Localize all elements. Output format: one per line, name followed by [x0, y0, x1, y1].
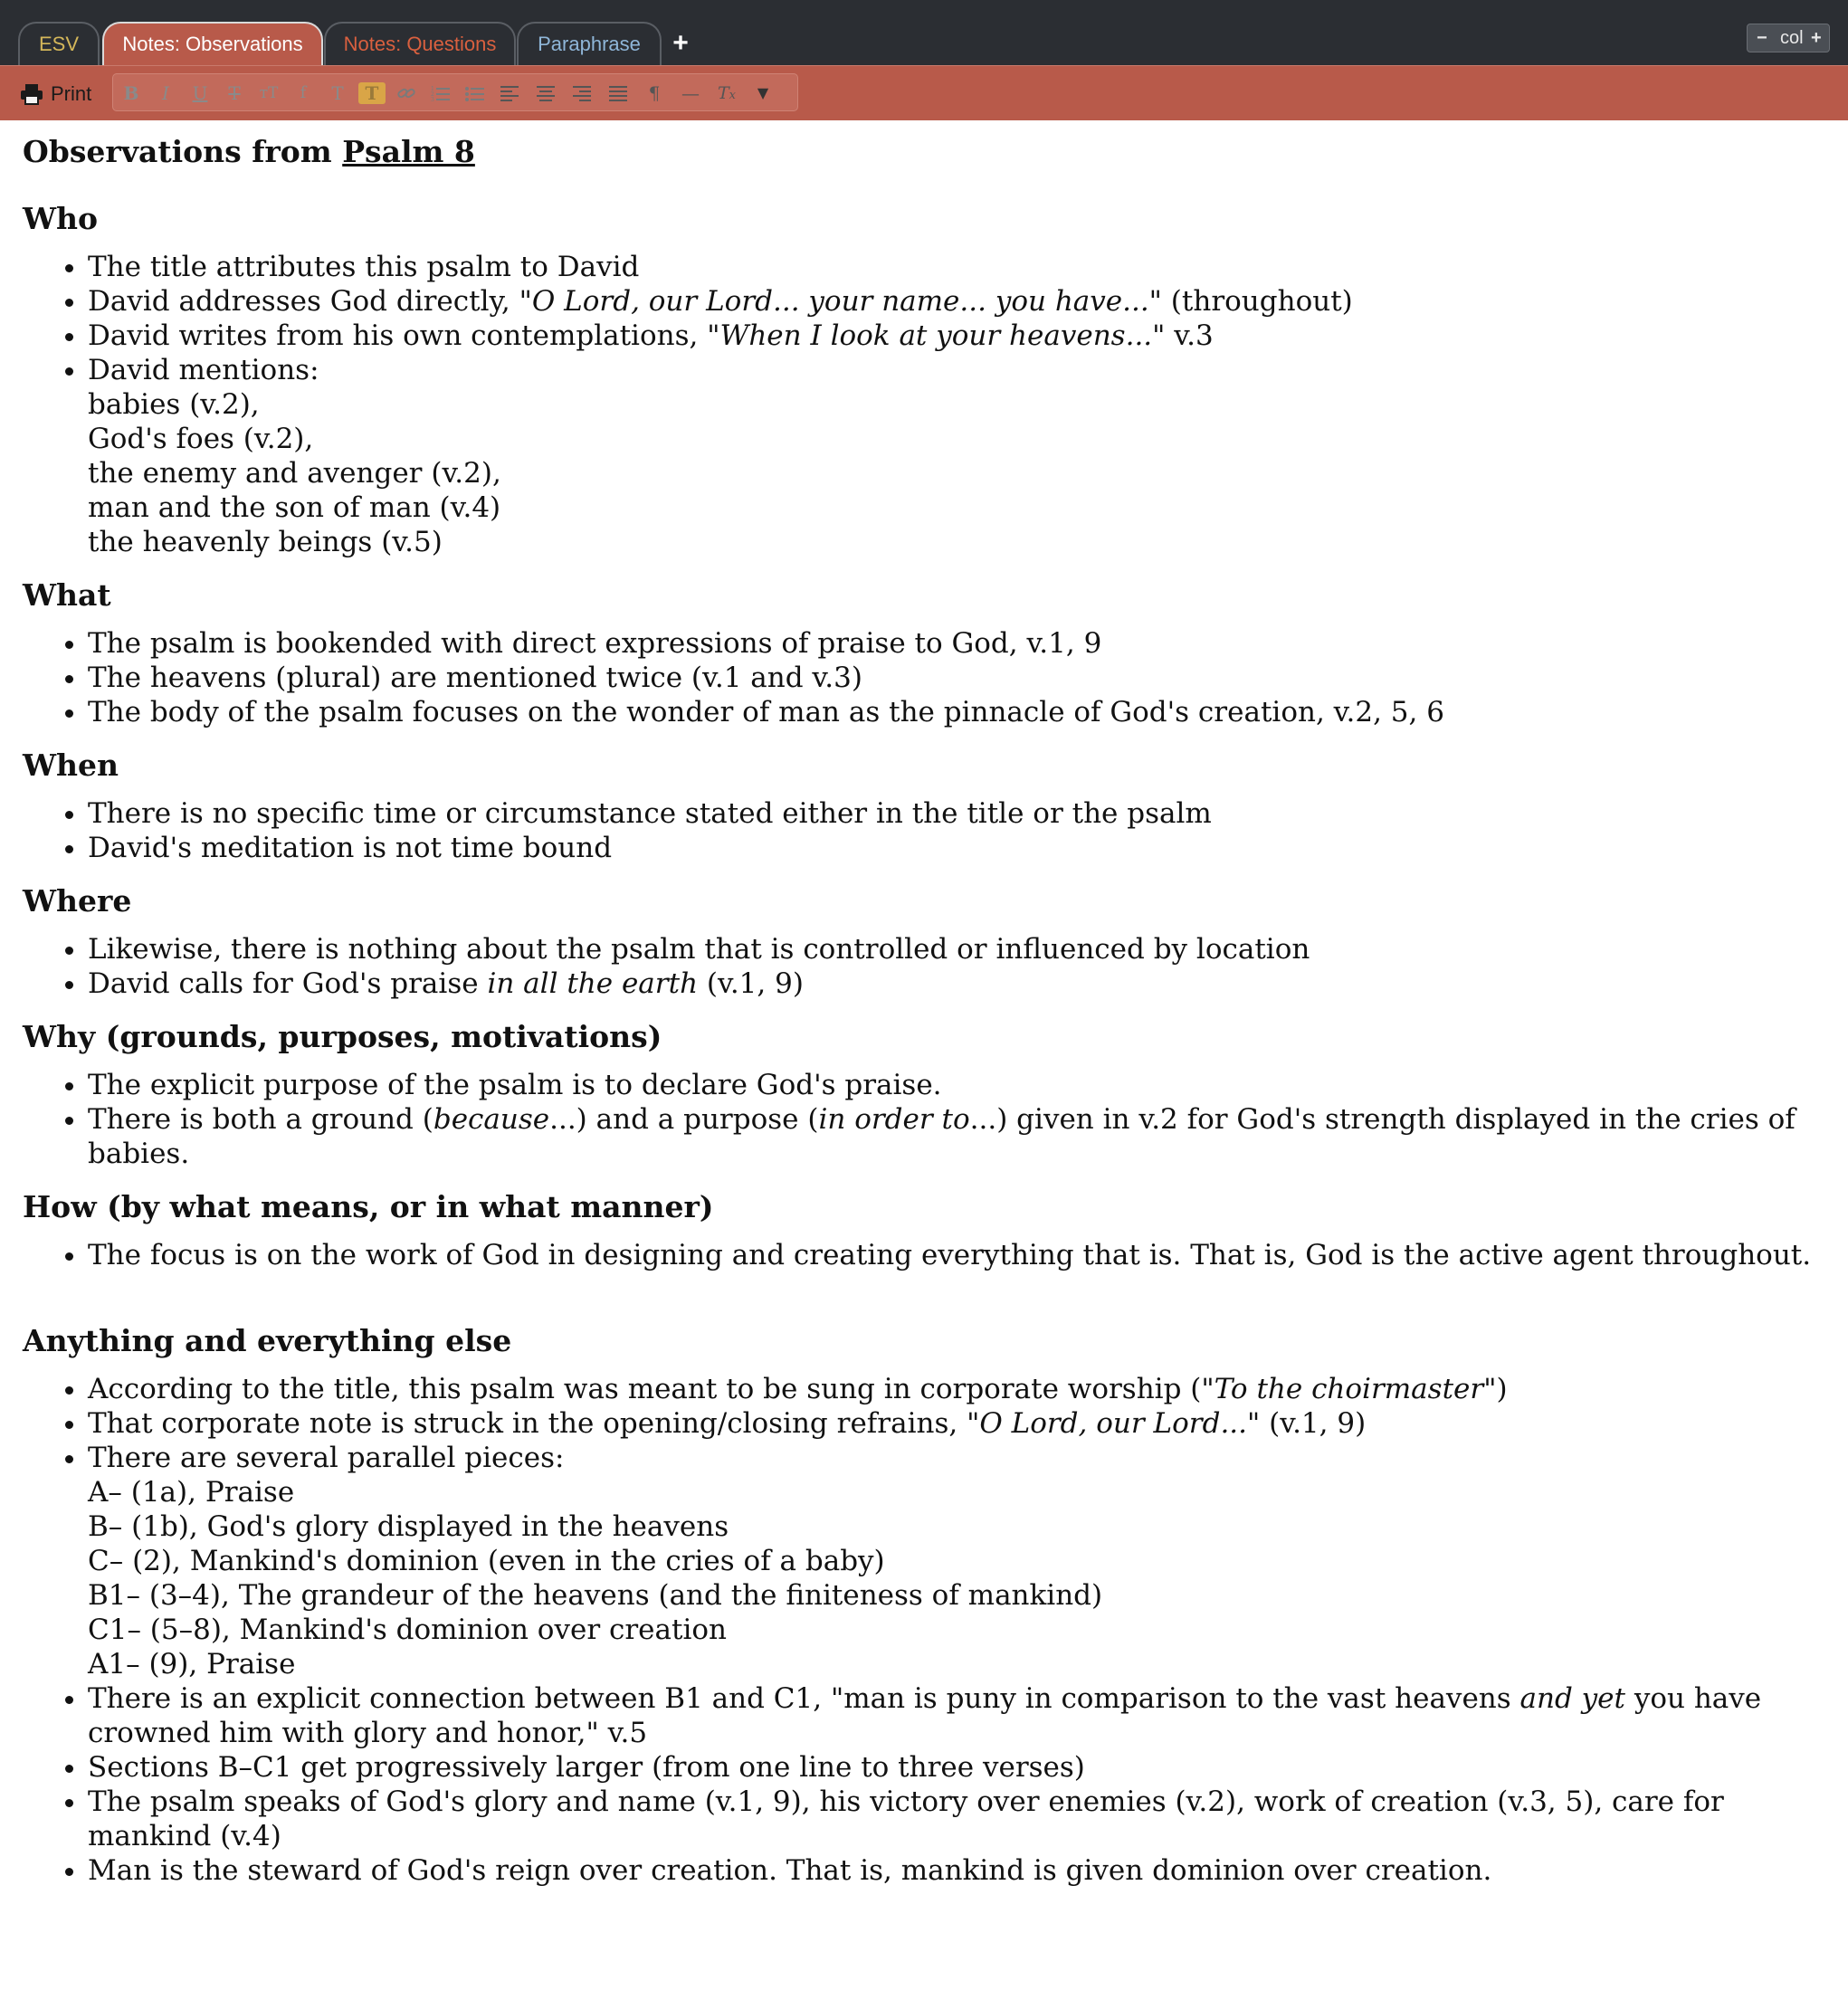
- list-item: • The psalm speaks of God's glory and name (v.1, 9), his victory over enemies (v.2), work of creation (v.3, 5), care for mankind (v.4): [88, 1785, 1824, 1853]
- list-item: • The psalm is bookended with direct expressions of praise to God, v.1, 9: [88, 626, 1824, 661]
- print-button[interactable]: [20, 79, 91, 109]
- heading-anything-else: Anything and everything else: [23, 1323, 512, 1358]
- title-prefix: Observations from: [23, 134, 343, 169]
- sub-line: C1– (5–8), Mankind's dominion over creation: [88, 1614, 728, 1646]
- horizontal-rule-button[interactable]: —: [681, 82, 700, 104]
- list-item: • David addresses God directly, "O Lord, our Lord... your name... you have..." (throughout): [88, 284, 1824, 319]
- bullet-list-button[interactable]: [462, 80, 489, 107]
- list-who: [23, 250, 1824, 559]
- link-icon: [396, 85, 416, 101]
- list-how: [23, 1238, 1824, 1272]
- heading-where: Where: [23, 883, 132, 919]
- heading-how: How (by what means, or in what manner): [23, 1189, 714, 1224]
- align-left-button[interactable]: [496, 80, 523, 107]
- list-what: [23, 626, 1824, 729]
- list-item: • David's meditation is not time bound: [88, 831, 1824, 865]
- highlight-button[interactable]: T: [358, 82, 386, 104]
- printer-icon: [20, 83, 43, 105]
- numbered-list-button[interactable]: [427, 80, 454, 107]
- font-family-button[interactable]: f: [300, 83, 307, 102]
- notes-document[interactable]: [23, 127, 1824, 1899]
- align-left-icon: [500, 85, 519, 101]
- more-options-button[interactable]: ▼: [757, 84, 769, 101]
- svg-text:3: 3: [431, 97, 434, 101]
- heading-why: Why (grounds, purposes, motivations): [23, 1019, 662, 1054]
- list-item: • The title attributes this psalm to David: [88, 250, 1824, 284]
- bold-button[interactable]: B: [123, 82, 139, 104]
- print-label: Print: [51, 82, 92, 105]
- align-justify-icon: [608, 85, 628, 101]
- column-increase-button[interactable]: +: [1811, 28, 1822, 48]
- sub-line: B– (1b), God's glory displayed in the heavens: [88, 1510, 729, 1543]
- sub-line: A– (1a), Praise: [88, 1476, 295, 1509]
- align-center-button[interactable]: [532, 80, 559, 107]
- sub-line: babies (v.2),: [88, 388, 260, 421]
- list-item: • David calls for God's praise in all the earth (v.1, 9): [88, 966, 1824, 1001]
- list-item: • David mentions: babies (v.2), God's foes (v.2), the enemy and avenger (v.2), man and the son of man (v.4) the heavenly beings (v.5): [88, 353, 1824, 559]
- list-item: • There are several parallel pieces: A– (1a), Praise B– (1b), God's glory displayed in the heavens C– (2), Mankind's dominion (even in the cries of a baby) B1– (3–4), The grandeur of the heavens (and the finiteness of mankind) C1– (5–8), Mankind's dominion over creation A1– (9), Praise: [88, 1441, 1824, 1681]
- tab-bar: [0, 0, 1848, 65]
- list-why: [23, 1068, 1824, 1171]
- align-right-icon: [572, 85, 592, 101]
- clear-format-button[interactable]: Tx: [717, 83, 737, 103]
- column-control: [1747, 24, 1830, 52]
- tab-paraphrase[interactable]: Paraphrase: [517, 22, 662, 65]
- sub-line: God's foes (v.2),: [88, 423, 314, 455]
- sub-line: A1– (9), Praise: [88, 1648, 296, 1681]
- list-item: • There is both a ground (because...) and a purpose (in order to...) given in v.2 for God's strength displayed in the cries of babies.: [88, 1102, 1824, 1171]
- list-item: • Sections B–C1 get progressively larger (from one line to three verses): [88, 1750, 1824, 1785]
- list-item: • According to the title, this psalm was meant to be sung in corporate worship ("To the choirmaster"): [88, 1372, 1824, 1406]
- document-title: [23, 127, 1824, 177]
- underline-button[interactable]: U: [192, 82, 208, 104]
- tab-notes-questions[interactable]: Notes: Questions: [324, 22, 516, 65]
- list-when: [23, 796, 1824, 865]
- list-item: • The body of the psalm focuses on the wonder of man as the pinnacle of God's creation, v.2, 5, 6: [88, 695, 1824, 729]
- bullet-list-icon: [465, 85, 485, 101]
- strikethrough-button[interactable]: T: [228, 82, 241, 104]
- sub-line: the heavenly beings (v.5): [88, 526, 443, 558]
- list-item: • David writes from his own contemplations, "When I look at your heavens..." v.3: [88, 319, 1824, 353]
- sub-line: man and the son of man (v.4): [88, 491, 501, 524]
- sub-line: B1– (3–4), The grandeur of the heavens (and the finiteness of mankind): [88, 1579, 1103, 1612]
- add-tab-button[interactable]: +: [672, 28, 689, 58]
- align-center-icon: [536, 85, 556, 101]
- psalm-link[interactable]: Psalm 8: [342, 134, 475, 169]
- text-color-button[interactable]: T: [331, 82, 344, 104]
- list-anything-else: [23, 1372, 1824, 1888]
- tab-notes-observations[interactable]: Notes: Observations: [102, 22, 323, 67]
- list-item: • Likewise, there is nothing about the psalm that is controlled or influenced by location: [88, 932, 1824, 966]
- numbered-list-icon: [431, 85, 451, 101]
- column-decrease-button[interactable]: −: [1757, 28, 1767, 48]
- link-button[interactable]: [393, 80, 420, 107]
- heading-when: When: [23, 747, 119, 783]
- align-right-button[interactable]: [568, 80, 595, 107]
- heading-who: Who: [23, 201, 99, 236]
- list-item: • There is no specific time or circumstance stated either in the title or the psalm: [88, 796, 1824, 831]
- list-where: [23, 932, 1824, 1001]
- font-size-button[interactable]: ᴛT: [259, 84, 279, 102]
- list-item: • The heavens (plural) are mentioned twice (v.1 and v.3): [88, 661, 1824, 695]
- column-label: col: [1780, 28, 1804, 48]
- list-item: • There is an explicit connection between B1 and C1, "man is puny in comparison to the vast heavens and yet you have crowned him with glory and honor," v.5: [88, 1681, 1824, 1750]
- editor-toolbar: [0, 65, 1848, 120]
- svg-text:2: 2: [431, 91, 434, 98]
- list-item: • Man is the steward of God's reign over creation. That is, mankind is given dominion over creation.: [88, 1853, 1824, 1888]
- sub-line: C– (2), Mankind's dominion (even in the cries of a baby): [88, 1545, 885, 1577]
- paragraph-direction-button[interactable]: ¶: [648, 82, 661, 104]
- align-justify-button[interactable]: [605, 80, 632, 107]
- list-item: • The explicit purpose of the psalm is to declare God's praise.: [88, 1068, 1824, 1102]
- list-item: • That corporate note is struck in the opening/closing refrains, "O Lord, our Lord..." (v.1, 9): [88, 1406, 1824, 1441]
- sub-line: the enemy and avenger (v.2),: [88, 457, 501, 490]
- list-item: • The focus is on the work of God in designing and creating everything that is. That is, God is the active agent throughout.: [88, 1238, 1824, 1272]
- svg-text:1: 1: [431, 86, 434, 92]
- italic-button[interactable]: I: [162, 82, 169, 104]
- heading-what: What: [23, 577, 111, 613]
- format-toolbar-group: [112, 73, 798, 111]
- tab-esv[interactable]: ESV: [18, 22, 100, 65]
